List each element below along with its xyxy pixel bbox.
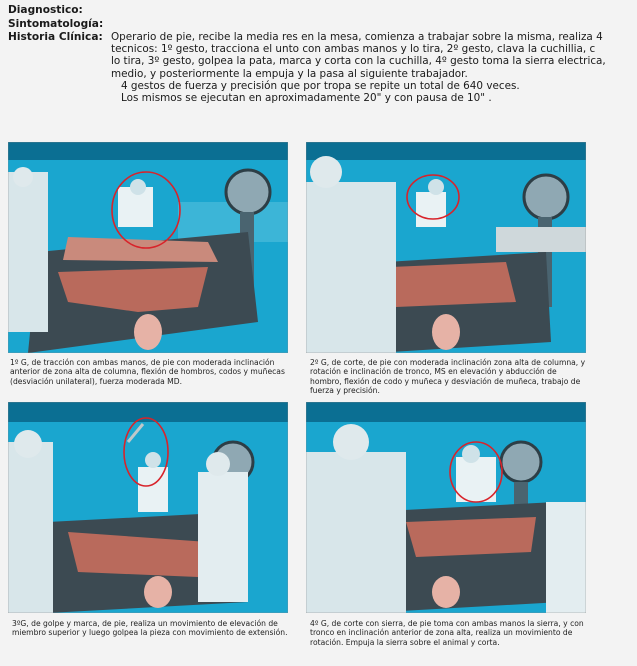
diagnostico-row — [8, 4, 633, 17]
sintomatologia-label: Sintomatología: — [8, 18, 104, 30]
gesture-caption-4: 4º G, de corte con sierra, de pie toma con ambas manos la sierra, y con tronco en inclinación anterior de zona alta, realiza un movimiento de rotación. Empuja la sierra sobre el animal y corta. — [310, 619, 584, 647]
historia-label: Historia Clínica: — [8, 31, 103, 43]
gesture-photo-3-illustration — [8, 402, 288, 613]
gesture-caption-2: 2º G, de corte, de pie con moderada inclinación zona alta de columna, y rotación e inclinación de tronco, MS en elevación y abducción de hombro, flexión de codo y muñeca y desviación de muñeca, trabajo de fuerza y precisión. — [310, 358, 586, 396]
historia-line: tecnicos: 1º gesto, tracciona el unto con ambas manos y lo tira, 2º gesto, clava la cuchillia, c — [111, 43, 596, 56]
gesture-photo-4-illustration — [306, 402, 586, 613]
gesture-photo-3 — [8, 402, 288, 613]
sintomatologia-row — [8, 18, 633, 31]
gesture-caption-3: 3ºG, de golpe y marca, de pie, realiza un movimiento de elevación de miembro superior y luego golpea la pieza con movimiento de extensión. — [12, 619, 288, 638]
gesture-photo-2 — [306, 142, 586, 353]
gesture-photo-4 — [306, 402, 586, 613]
gesture-photo-1-illustration — [8, 142, 288, 353]
tiempo-line: Los mismos se ejecutan en aproximadamente 20" y con pausa de 10" . — [121, 92, 492, 105]
historia-text — [111, 31, 606, 104]
gesture-caption-1: 1º G, de tracción con ambas manos, de pie con moderada inclinación anterior de zona alta de columna, flexión de hombros, codos y muñecas (desviación unilateral), fuerza moderada MD. — [10, 358, 285, 386]
diagnostico-label: Diagnostico: — [8, 4, 83, 16]
gesture-photo-1 — [8, 142, 288, 353]
historia-line: lo tira, 3º gesto, golpea la pata, marca y corta con la cuchilla, 4º gesto toma la sierra electrica, — [111, 55, 606, 68]
clinical-header — [8, 4, 633, 104]
gestos-line: 4 gestos de fuerza y precisión que por tropa se repite un total de 640 veces. — [121, 79, 520, 92]
historia-row — [8, 31, 633, 104]
gesture-photo-2-illustration — [306, 142, 586, 353]
historia-line: Operario de pie, recibe la media res en la mesa, comienza a trabajar sobre la misma, realiza 4 — [111, 31, 603, 43]
historia-line: medio, y posteriormente la empuja y la pasa al siguiente trabajador. — [111, 67, 468, 80]
